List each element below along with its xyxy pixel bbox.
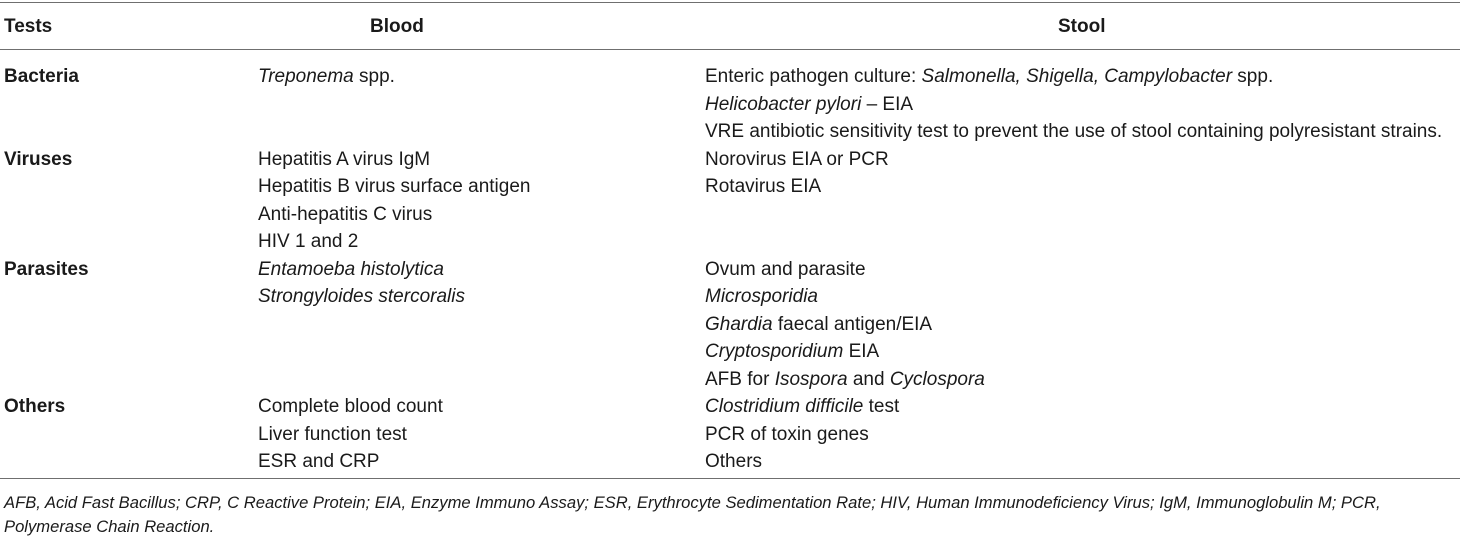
stool-test-line [705,256,1460,284]
text-segment: Enteric pathogen culture: [705,66,922,87]
text-segment: EIA [843,341,880,362]
table-row [0,393,1460,476]
text-segment: Anti-hepatitis C virus [258,203,433,225]
blood-test-line [258,173,705,201]
text-segment: Norovirus EIA or PCR [705,148,889,170]
text-segment: ESR and CRP [258,451,380,472]
table-body [0,63,1460,476]
text-segment: test [863,396,900,417]
text-segment: Complete blood count [258,396,443,417]
blood-test-line [258,393,705,421]
blood-test-line [258,146,705,174]
italic-text-segment: Cryptosporidium [705,341,844,362]
stool-tests-cell [705,393,1460,476]
stool-tests-cell [705,256,1460,394]
italic-text-segment: Salmonella, Shigella, Campylobacter [921,66,1233,87]
italic-text-segment: Ghardia [705,313,773,335]
text-segment: Rotavirus EIA [705,176,822,197]
blood-test-line [258,283,705,311]
blood-test-line [258,421,705,449]
blood-tests-cell [258,146,705,256]
italic-text-segment: Treponema [258,66,354,87]
stool-test-line [705,63,1460,91]
text-segment: HIV 1 and 2 [258,231,359,252]
stool-tests-cell [705,146,1460,256]
italic-text-segment: Clostridium difficile [705,396,864,417]
italic-text-segment: Microsporidia [705,286,818,307]
column-header-tests: Tests [4,16,53,37]
row-category: Others [4,396,66,417]
italic-text-segment: Cyclospora [889,368,985,390]
text-segment: spp. [353,66,395,87]
row-category: Viruses [4,148,73,170]
stool-test-line [705,393,1460,421]
text-segment: and [847,368,890,390]
text-segment: Others [705,451,763,472]
stool-test-line [705,118,1460,146]
stool-test-line [705,91,1460,119]
stool-test-line [705,366,1460,394]
text-segment: Liver function test [258,423,407,445]
text-segment: VRE antibiotic sensitivity test to prevent the use of stool containing polyresistant strains. [705,121,1443,142]
table-footnote: AFB, Acid Fast Bacillus; CRP, C Reactive Protein; EIA, Enzyme Immuno Assay; ESR, Erythrocyte Sedimentation Rate; HIV, Human Immunodeficiency Virus; IgM, Immunoglobulin M; PCR, Polymerase Chain Reaction. [4,493,1381,536]
blood-test-line [258,228,705,256]
stool-test-line [705,311,1460,339]
stool-test-line [705,448,1460,476]
stool-test-line [705,338,1460,366]
italic-text-segment: Helicobacter pylori [705,93,862,115]
text-segment: Hepatitis B virus surface antigen [258,176,531,197]
stool-test-line [705,283,1460,311]
text-segment: PCR of toxin genes [705,423,869,445]
text-segment: faecal antigen/EIA [772,313,933,335]
text-segment: Hepatitis A virus IgM [258,148,431,170]
stool-tests-cell [705,63,1460,146]
column-header-stool: Stool [1058,16,1106,37]
stool-test-line [705,146,1460,174]
blood-tests-cell [258,393,705,476]
italic-text-segment: Isospora [774,368,848,390]
row-category: Parasites [4,258,89,280]
blood-test-line [258,63,705,91]
table-row [0,256,1460,394]
table-bottom-rule [0,478,1460,479]
blood-test-line [258,448,705,476]
stool-test-line [705,421,1460,449]
text-segment: Ovum and parasite [705,258,866,280]
italic-text-segment: Entamoeba histolytica [258,258,444,280]
blood-tests-cell [258,63,705,146]
table-top-rule [0,2,1460,3]
table-row [0,63,1460,146]
italic-text-segment: Strongyloides stercoralis [258,286,465,307]
blood-tests-cell [258,256,705,394]
table-header-rule [0,49,1460,50]
text-segment: – EIA [861,93,914,115]
blood-test-line [258,201,705,229]
text-segment: AFB for [705,368,775,390]
table-row [0,146,1460,256]
row-category: Bacteria [4,66,79,87]
blood-test-line [258,256,705,284]
stool-test-line [705,173,1460,201]
text-segment: spp. [1232,66,1274,87]
column-header-blood: Blood [370,16,424,37]
